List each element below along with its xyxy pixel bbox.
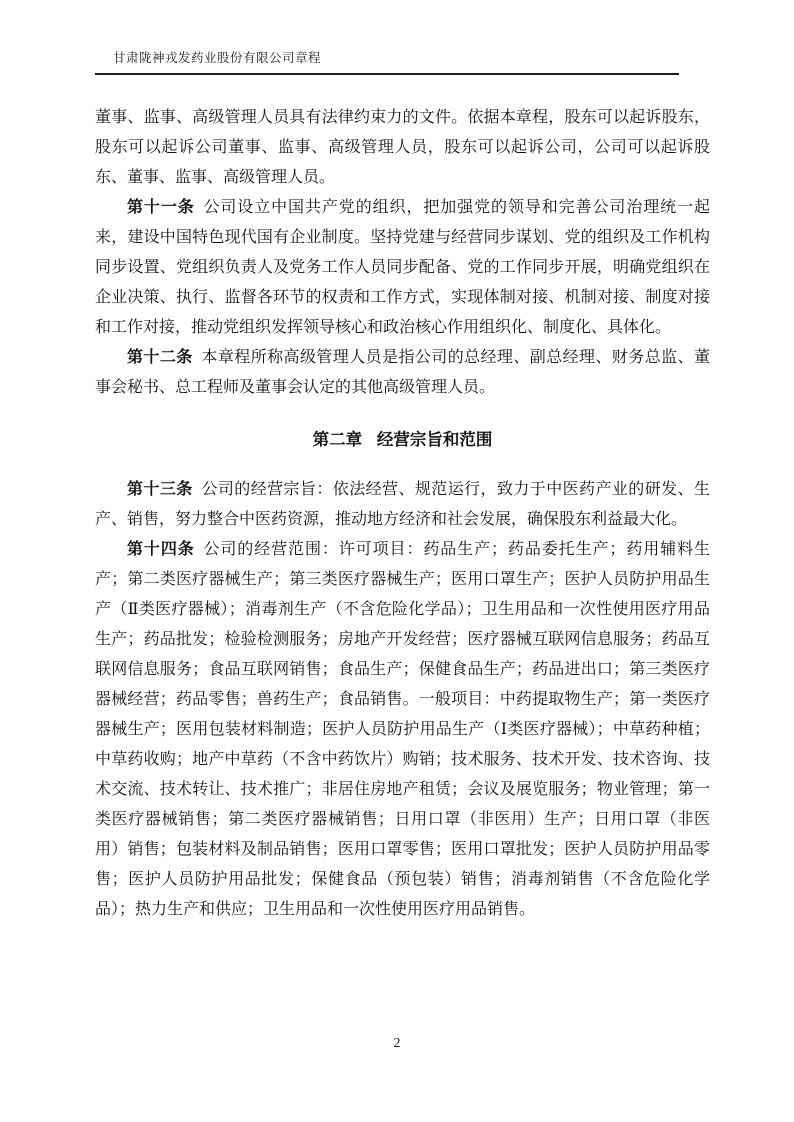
chapter-title: 经营宗旨和范围 [376, 429, 493, 449]
page-number: 2 [393, 1036, 401, 1051]
chapter-number: 第二章 [312, 429, 363, 449]
page-header-title: 甘肃陇神戎发药业股份有限公司章程 [113, 51, 322, 65]
paragraph-text: 公司的经营宗旨：依法经营、规范运行，致力于中医药产业的研发、生产、销售，努力整合中医药资源，推动地方经济和社会发展，确保股东利益最大化。 [95, 480, 710, 528]
paragraph-text: 公司的经营范围：许可项目：药品生产；药品委托生产；药用辅料生产；第二类医疗器械生产；第三类医疗器械生产；医用口罩生产；医护人员防护用品生产（Ⅱ类医疗器械）；消毒剂生产（不含危险化学品）；卫生用品和一次性使用医疗用品生产；药品批发；检验检测服务；房地产开发经营；医疗器械互联网信息服务；药品互联网信息服务；食品互联网销售；食品生产；保健食品生产；药品进出口；第三类医疗器械经营；药品零售；兽药生产；食品销售。一般项目：中药提取物生产；第一类医疗器械生产；医用包装材料制造；医护人员防护用品生产（Ⅰ类医疗器械）；中草药种植；中草药收购；地产中草药（不含中药饮片）购销；技术服务、技术开发、技术咨询、技术交流、技术转让、技术推广；非居住房地产租赁；会议及展览服务；物业管理；第一类医疗器械销售；第二类医疗器械销售；日用口罩（非医用）生产；日用口罩（非医用）销售；包装材料及制品销售；医用口罩零售；医用口罩批发；医护人员防护用品零售；医护人员防护用品批发；保健食品（预包装）销售；消毒剂销售（不含危险化学品）；热力生产和供应；卫生用品和一次性使用医疗用品销售。 [95, 540, 710, 918]
article-paragraph [95, 535, 710, 925]
document-body [95, 103, 710, 925]
paragraph-text: 本章程所称高级管理人员是指公司的总经理、副总经理、财务总监、董事会秘书、总工程师及董事会认定的其他高级管理人员。 [95, 348, 710, 396]
chapter-heading [95, 425, 710, 455]
paragraph-text: 公司设立中国共产党的组织，把加强党的领导和完善公司治理统一起来，建设中国特色现代国有企业制度。坚持党建与经营同步谋划、党的组织及工作机构同步设置、党组织负责人及党务工作人员同步配备、党的工作同步开展，明确党组织在企业决策、执行、监督各环节的权责和工作方式，实现体制对接、机制对接、制度对接和工作对接，推动党组织发挥领导核心和政治核心作用组织化、制度化、具体化。 [95, 198, 710, 336]
article-number: 第十二条 [127, 348, 193, 366]
article-number: 第十四条 [127, 540, 195, 558]
article-paragraph [95, 475, 710, 535]
body-paragraph [95, 103, 710, 193]
article-paragraph [95, 343, 710, 403]
page-header [95, 50, 679, 75]
article-paragraph [95, 193, 710, 343]
article-number: 第十三条 [127, 480, 193, 498]
article-number: 第十一条 [127, 198, 195, 216]
paragraph-text: 董事、监事、高级管理人员具有法律约束力的文件。依据本章程，股东可以起诉股东，股东可以起诉公司董事、监事、高级管理人员，股东可以起诉公司，公司可以起诉股东、董事、监事、高级管理人员。 [95, 108, 710, 186]
